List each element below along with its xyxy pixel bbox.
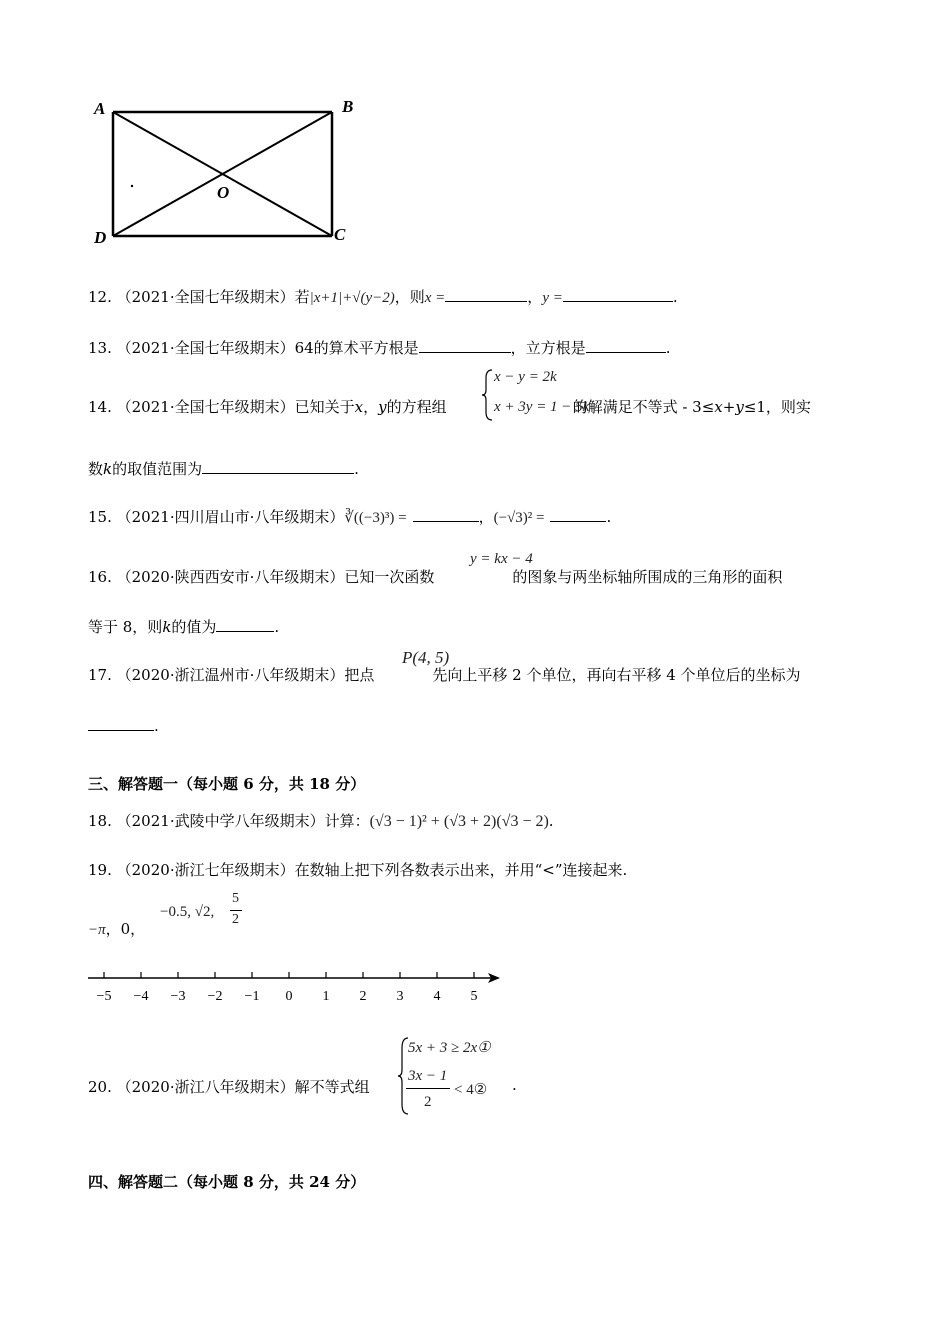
q19-number-list: [88, 918, 145, 939]
label-d: D: [94, 228, 107, 247]
axis-tick-label: −3: [170, 989, 186, 1004]
q14-blank[interactable]: [202, 459, 354, 474]
q17-number: 17.: [88, 666, 112, 684]
q20-ineq-1: 5x + 3 ≥ 2x①: [408, 1040, 491, 1056]
q20-number: 20.: [88, 1078, 112, 1096]
q14-end: .: [354, 460, 359, 478]
q20-end: .: [512, 1076, 517, 1094]
axis-tick-label: 1: [322, 989, 330, 1004]
q19-source: （2020·浙江七年级期末）在数轴上把下列各数表示出来，并用“<”连接起来.: [116, 861, 628, 879]
q15-expr-1: ∛((−3)³) =: [344, 510, 407, 526]
number-line: [88, 966, 508, 1010]
q19-number: 19.: [88, 861, 112, 879]
q20-source: （2020·浙江八年级期末）解不等式组: [116, 1078, 370, 1096]
q12-x-blank[interactable]: [445, 287, 527, 302]
question-13: [88, 337, 670, 358]
q14-var-y: y: [378, 398, 387, 416]
q13-number: 13.: [88, 339, 112, 357]
q16-source: （2020·陕西西安市·八年级期末）已知一次函数: [116, 568, 435, 586]
q18-expr: (√3 − 1)² + (√3 + 2)(√3 − 2): [369, 813, 549, 830]
question-14-line-1: [88, 396, 811, 417]
q14-after2: ≤1，则实: [743, 398, 811, 416]
section-4-title: 四、解答题二（每小题 8 分，共 24 分）: [88, 1173, 366, 1191]
q14-var-x: x: [354, 398, 364, 416]
q19-list-sep: ，0，: [105, 920, 146, 938]
q17-point: P(4, 5): [402, 648, 450, 667]
question-14-line-2: [88, 458, 359, 479]
q17-blank[interactable]: [88, 716, 154, 731]
axis-tick-label: 5: [470, 989, 478, 1004]
q15-sep: ，: [478, 508, 494, 526]
q17-end: .: [154, 717, 159, 735]
label-c: C: [334, 225, 346, 244]
axis-tick-label: 2: [359, 989, 367, 1004]
q13-blank-1[interactable]: [419, 338, 511, 353]
q16-var-k: k: [162, 618, 172, 636]
q12-source: （2021·全国七年级期末）若: [116, 288, 310, 306]
q13-mid: ，立方根是: [510, 339, 586, 357]
section-3-title: 三、解答题一（每小题 6 分，共 18 分）: [88, 775, 366, 793]
q14-number: 14.: [88, 398, 112, 416]
q12-number: 12.: [88, 288, 112, 306]
q16-end: .: [274, 618, 280, 636]
label-a: A: [94, 99, 106, 118]
question-15: [88, 506, 611, 527]
q14-eq-2: x + 3y = 1 − 5k: [494, 399, 590, 415]
q12-text-mid: ，则: [394, 288, 425, 306]
q14-eq-1: x − y = 2k: [494, 369, 557, 385]
q14-sep: ，: [363, 398, 379, 416]
rectangle-figure: [88, 90, 368, 250]
q20-ineq-2-den: 2: [424, 1094, 432, 1110]
axis-tick-label: −2: [207, 989, 223, 1004]
axis-tick-label: −5: [96, 989, 112, 1004]
q16-line2a: 等于 8，则: [88, 618, 163, 636]
q17-source: （2020·浙江温州市·八年级期末）把点: [116, 666, 375, 684]
q13-end: .: [665, 339, 671, 357]
q16-line2b: 的值为: [171, 618, 217, 636]
q12-x-eq: x =: [424, 290, 446, 306]
question-16-line-2: [88, 616, 279, 637]
q12-end: .: [672, 288, 678, 306]
question-17-line-2: [88, 716, 159, 735]
q12-y-eq: y =: [542, 290, 563, 306]
q15-end: .: [606, 508, 612, 526]
axis-tick-label: −4: [133, 989, 149, 1004]
q15-source: （2021·四川眉山市·八年级期末）: [116, 508, 345, 526]
q14-system-brace: [480, 368, 494, 422]
q16-after: 的图象与两坐标轴所围成的三角形的面积: [512, 568, 783, 586]
axis-tick-label: −1: [244, 989, 260, 1004]
q18-number: 18.: [88, 812, 112, 830]
q17-after: 先向上平移 2 个单位，再向右平移 4 个单位后的坐标为: [432, 666, 801, 684]
q19-neg-pi: −π: [88, 922, 106, 938]
q14-var-k: k: [103, 460, 113, 478]
label-o: O: [217, 183, 230, 202]
question-12: [88, 286, 678, 307]
q18-end: .: [548, 812, 554, 830]
q12-expr: |x+1|+√(y−2): [309, 290, 395, 306]
q19-frac-num: 5: [232, 891, 239, 906]
q12-comma: ，: [527, 288, 543, 306]
stray-dot: [131, 185, 133, 187]
axis-tick-label: 4: [433, 989, 441, 1004]
q19-frac-bar: [230, 910, 242, 911]
q18-source: （2021·武陵中学八年级期末）计算：: [116, 812, 370, 830]
q14-mid: 的方程组: [386, 398, 447, 416]
axis-tick-label: 0: [285, 989, 293, 1004]
q20-ineq-2-rhs: < 4②: [454, 1082, 488, 1098]
q16-blank[interactable]: [216, 617, 274, 632]
q19-frac-den: 2: [232, 912, 239, 927]
q15-blank-1[interactable]: [413, 507, 479, 522]
q14-after: 的解满足不等式 - 3≤: [572, 398, 715, 416]
q14-ineq-xy: x+y: [714, 398, 744, 416]
q20-ineq-2-num: 3x − 1: [408, 1068, 448, 1084]
q14-line2b: 的取值范围为: [112, 460, 203, 478]
question-20: [88, 1076, 370, 1097]
q13-blank-2[interactable]: [586, 338, 666, 353]
q16-func: y = kx − 4: [470, 551, 533, 567]
q15-blank-2[interactable]: [550, 507, 606, 522]
label-b: B: [342, 97, 354, 116]
q15-number: 15.: [88, 508, 112, 526]
q13-source: （2021·全国七年级期末）64的算术平方根是: [116, 339, 419, 357]
q15-expr-2: (−√3)² =: [493, 510, 545, 526]
question-18: [88, 810, 554, 831]
axis-tick-label: 3: [396, 989, 404, 1004]
q14-source: （2021·全国七年级期末）已知关于: [116, 398, 355, 416]
q12-y-blank[interactable]: [563, 287, 673, 302]
question-16-line-1: [88, 566, 782, 587]
q14-line2a: 数: [88, 460, 104, 478]
q19-nums: −0.5, √2,: [160, 904, 215, 920]
question-19: [88, 859, 627, 880]
q16-number: 16.: [88, 568, 112, 586]
q20-frac-bar: [406, 1088, 450, 1089]
